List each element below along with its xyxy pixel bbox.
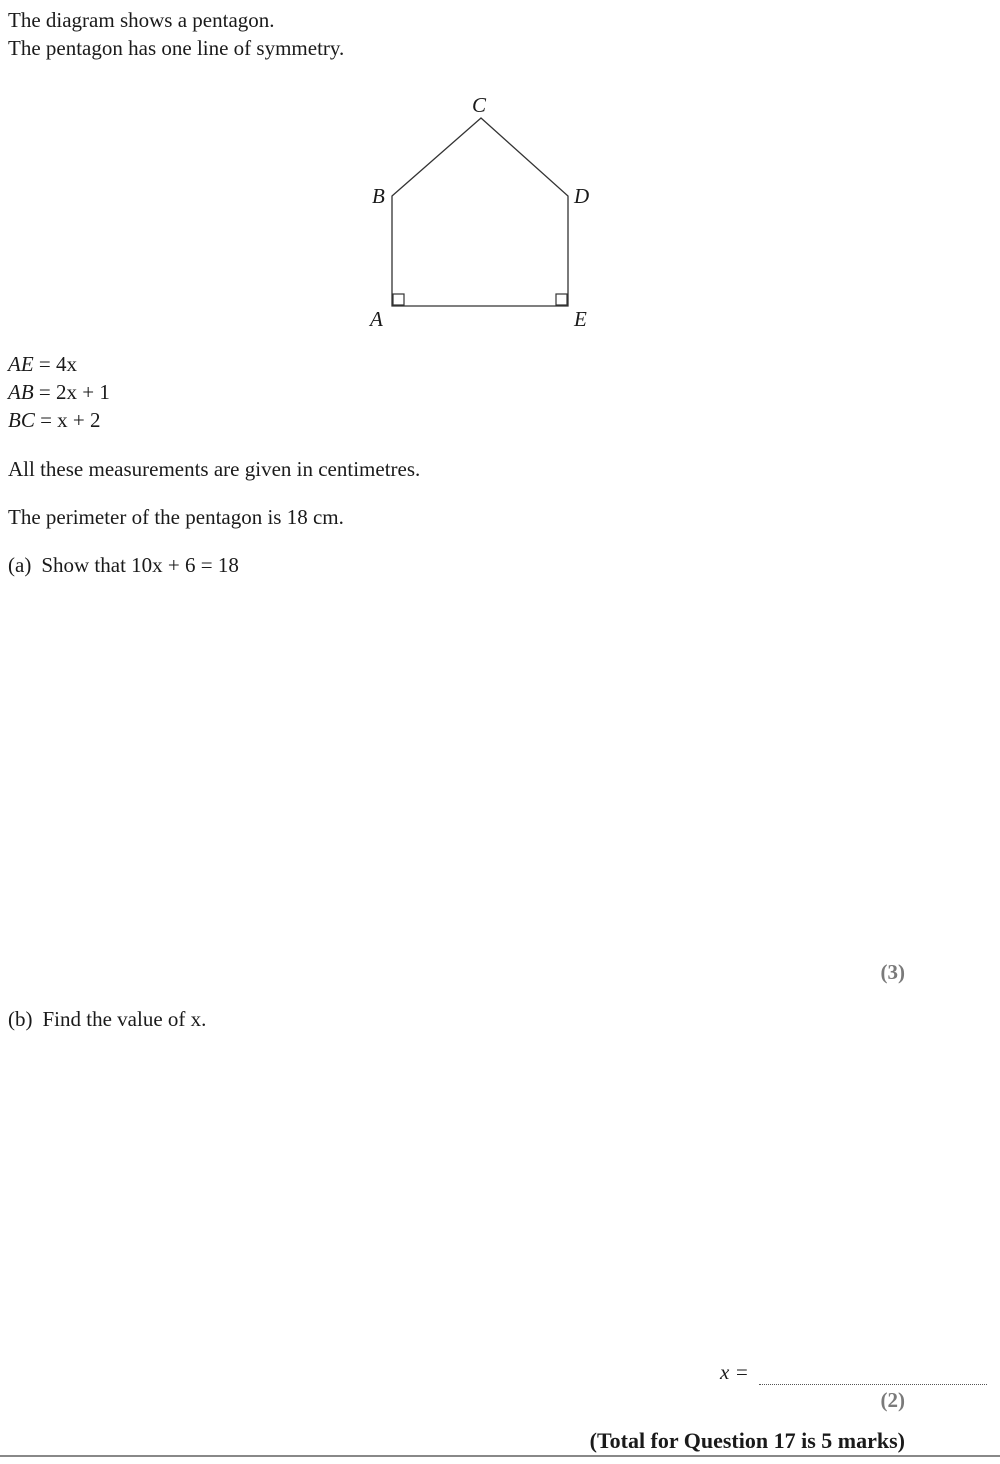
measurement-ae-rhs: = 4x [38, 352, 77, 376]
part-b-answer-row [720, 1360, 987, 1385]
intro-line-2: The pentagon has one line of symmetry. [8, 36, 345, 60]
part-a-number: (a) [8, 553, 32, 577]
vertex-label-e: E [574, 307, 587, 331]
measurement-ab [8, 378, 110, 406]
part-b-answer-line[interactable] [759, 1368, 987, 1385]
pentagon-diagram [340, 86, 620, 336]
part-b-number: (b) [8, 1007, 33, 1031]
intro-line-1: The diagram shows a pentagon. [8, 8, 275, 32]
part-a-question [8, 551, 239, 579]
right-angle-mark-a [393, 294, 404, 305]
bottom-rule [0, 1455, 1000, 1457]
measurement-ae-lhs: AE [8, 352, 34, 376]
measurement-bc-rhs: = x + 2 [40, 408, 101, 432]
part-a-text: Show that 10x + 6 = 18 [41, 553, 239, 577]
vertex-label-c: C [472, 93, 487, 117]
measurement-ab-lhs: AB [8, 380, 34, 404]
part-b-marks: (2) [880, 1388, 905, 1412]
measurement-ab-rhs: = 2x + 1 [38, 380, 110, 404]
vertex-label-a: A [370, 307, 383, 331]
part-a-marks: (3) [880, 960, 905, 984]
perimeter-note: The perimeter of the pentagon is 18 cm. [8, 505, 344, 529]
right-angle-mark-e [556, 294, 567, 305]
measurement-bc-lhs: BC [8, 408, 35, 432]
measurement-ae [8, 350, 77, 378]
measurement-bc [8, 406, 101, 434]
part-b-question [8, 1005, 206, 1033]
units-note: All these measurements are given in centimetres. [8, 457, 421, 481]
part-b-answer-label: x = [720, 1360, 749, 1384]
question-total: (Total for Question 17 is 5 marks) [589, 1428, 905, 1453]
pentagon-shape [392, 118, 568, 306]
vertex-label-d: D [574, 184, 590, 208]
vertex-label-b: B [372, 184, 385, 208]
part-b-text: Find the value of x. [42, 1007, 207, 1031]
